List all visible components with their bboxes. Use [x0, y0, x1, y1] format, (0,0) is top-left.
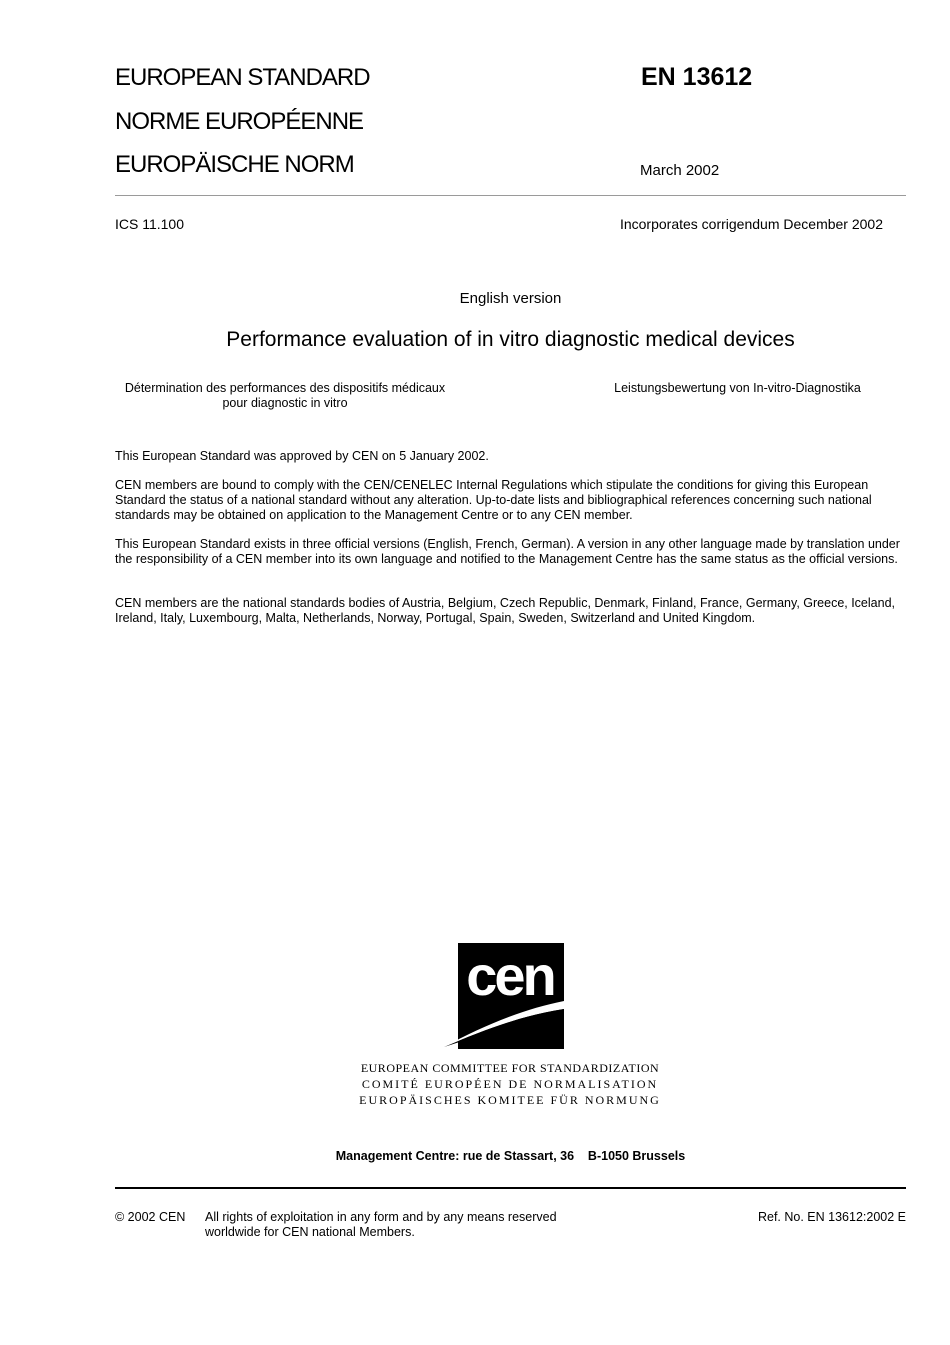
rights-line-1: All rights of exploitation in any form and by any means reserved	[205, 1210, 557, 1224]
paragraph: This European Standard exists in three official versions (English, French, German). A version in any other language made by translation under the responsibility of a CEN member into its own language and notified to the Management Centre has the same status as the official versions.	[115, 537, 900, 566]
ics-code: ICS 11.100	[115, 216, 185, 232]
header-divider	[115, 195, 906, 196]
footer-divider	[115, 1187, 906, 1189]
reference-number: Ref. No. EN 13612:2002 E	[757, 1210, 906, 1224]
corrigendum-note: Incorporates corrigendum December 2002	[619, 216, 883, 232]
document-number: EN 13612	[641, 63, 753, 91]
standard-title-en: EUROPEAN STANDARD	[115, 64, 370, 91]
cen-logo	[444, 943, 580, 1049]
title-german: Leistungsbewertung von In-vitro-Diagnostika	[614, 381, 861, 395]
paragraph: This European Standard was approved by CEN on 5 January 2002.	[115, 449, 489, 463]
approval-paragraph	[115, 449, 906, 464]
title-french	[115, 381, 455, 411]
cen-logo-graphic	[444, 943, 580, 1049]
management-centre-address: Management Centre: rue de Stassart, 36 B-1050 Brussels	[335, 1149, 686, 1163]
title-french-line-1: Détermination des performances des dispositifs médicaux	[124, 381, 446, 395]
document-title: Performance evaluation of in vitro diagnostic medical devices	[226, 328, 795, 351]
regulations-paragraph	[115, 478, 906, 523]
rights-statement	[205, 1210, 557, 1240]
title-french-line-2: pour diagnostic in vitro	[222, 396, 348, 410]
standard-title-de: EUROPÄISCHE NORM	[115, 151, 354, 178]
committee-name-fr: COMITÉ EUROPÉEN DE NORMALISATION	[361, 1077, 659, 1091]
paragraph: CEN members are the national standards bodies of Austria, Belgium, Czech Republic, Denmark, Finland, France, Germany, Greece, Iceland, Ireland, Italy, Luxembourg, Malta, Netherlands, Norway, Portugal, Spain, Sweden, Switzerland and United Kingdom.	[115, 596, 895, 625]
cen-logo-text: cen	[466, 944, 554, 1007]
paragraph: CEN members are bound to comply with the CEN/CENELEC Internal Regulations which stipulate the conditions for giving this European Standard the status of a national standard without any alteration. Up-to-date lists and bibliographical references concerning such national standards may be obtained on application to the Management Centre or to any CEN member.	[115, 478, 872, 522]
language-version: English version	[459, 290, 562, 307]
versions-paragraph	[115, 537, 906, 567]
members-paragraph	[115, 596, 906, 626]
standard-title-fr: NORME EUROPÉENNE	[115, 108, 364, 135]
copyright: © 2002 CEN	[115, 1210, 186, 1224]
committee-name-en: EUROPEAN COMMITTEE FOR STANDARDIZATION	[360, 1061, 660, 1075]
rights-line-2: worldwide for CEN national Members.	[205, 1225, 415, 1239]
committee-name-de: EUROPÄISCHES KOMITEE FÜR NORMUNG	[359, 1093, 661, 1107]
publication-date: March 2002	[640, 162, 720, 179]
